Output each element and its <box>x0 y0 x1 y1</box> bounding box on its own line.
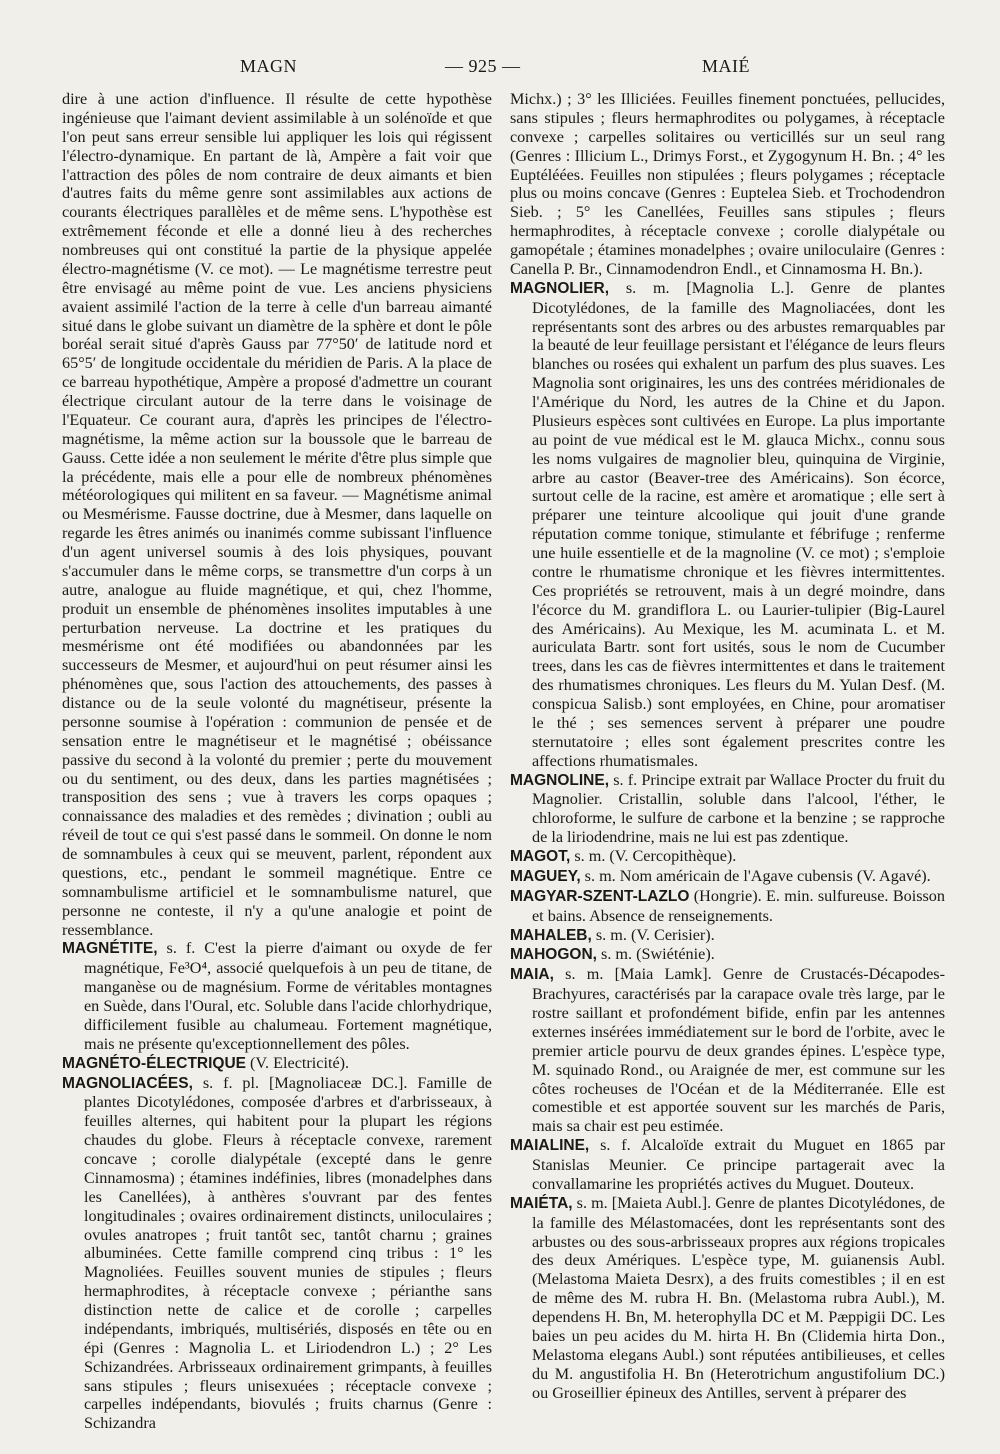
dictionary-entry <box>510 1136 945 1194</box>
header-left-guideword: MAGN <box>240 56 298 76</box>
entry-body: s. f. Principe extrait par Wallace Procter du fruit du Magnolier. Cristallin, soluble dans l'alcool, l'éther, le chloroforme, le sulfure de carbone et la benzine ; se rapproche de la liriodendrine, mais ne lui est pas zdentique. <box>532 770 945 847</box>
entry-headword: MAIALINE, <box>510 1137 590 1155</box>
entry-headword: MAIÉTA, <box>510 1194 573 1212</box>
entry-body: (Hongrie). E. min. sulfureuse. Boisson et bains. Absence de renseignements. <box>532 886 945 925</box>
dictionary-entry <box>62 939 492 1053</box>
continued-paragraph: Michx.) ; 3° les Illiciées. Feuilles finement ponctuées, pellucides, sans stipules ; fleurs hermaphrodites ou polygames, à réceptacle convexe ; carpelles solitaires ou verticillés sur un seul rang (Genres : Illicium L., Drimys Forst., et Zygogynum H. Bn. ; 4° les Euptéléées. Feuilles non stipulées ; fleurs polygames ; réceptacle plus ou moins concave (Genres : Euptelea Sieb. et Trochodendron Sieb. ; 5° les Canellées, Feuilles sans stipules ; fleurs hermaphrodites, à réceptacle convexe ; corolle dialypétale ou gamopétale ; étamines monadelphes ; ovaire uniloculaire (Genres : Canella P. Br., Cinnamodendron Endl., et Cinnamosma H. Bn.). <box>510 90 945 278</box>
entry-headword: MAGOT, <box>510 848 571 865</box>
entry-headword: MAHOGON, <box>510 946 597 964</box>
dictionary-entry <box>510 926 945 946</box>
entry-body: s. m. Nom américain de l'Agave cubensis (V. Agavé). <box>580 866 931 885</box>
entry-headword: MAGUEY, <box>510 867 581 885</box>
dictionary-entry <box>510 867 945 887</box>
left-column <box>62 90 492 1433</box>
dictionary-entry <box>62 1054 492 1074</box>
entry-headword: MAGNÉTITE, <box>62 940 158 958</box>
right-column <box>510 90 945 1402</box>
dictionary-entry <box>510 887 945 926</box>
dictionary-entry <box>62 1074 492 1434</box>
page-number: — 925 — <box>445 56 521 76</box>
entry-body: s. f. pl. [Magnoliaceæ DC.]. Famille de plantes Dicotylédones, composée d'arbres et d'arbrisseaux, à feuilles alternes, qui habitent pour la plupart les régions chaudes du globe. Fleurs à réceptacle convexe, rarement concave ; corolle dialypétale (excepté dans le genre Cinnamosma) ; étamines indéfinies, libres (monadelphes dans les Canellées), à anthères s'ouvrant par des fentes longitudinales ; ovaires ordinairement distincts, uniloculaires ; ovules anatropes ; fruit tantôt sec, tantôt charnu ; graines albuminées. Cette famille comprend cinq tribus : 1° les Magnoliées. Feuilles souvent munies de stipules ; fleurs hermaphrodites, à réceptacle convexe ; périanthe sans distinction nette de calice et de corolle ; carpelles indépendants, imbriqués, multisériés, disposés en tête ou en épi (Genres : Magnolia L. et Liriodendron L.) ; 2° Les Schizandrées. Arbrisseaux ordinairement grimpants, à feuilles sans stipules ; fleurs unisexuées ; réceptacle convexe ; carpelles indépendants, biovulés ; fruits charnus (Genre : Schizandra <box>84 1073 492 1433</box>
entry-body: s. m. [Maia Lamk]. Genre de Crustacés-Décapodes-Brachyures, caractérisés par la carapace ovale très large, par le rostre saillant et profondément bifide, enfin par les antennes externes insérées immédiatement sur le bord de l'orbite, avec le premier article pourvu de deux grandes épines. L'espèce type, M. squinado Rond., ou Araignée de mer, est commune sur les côtes rocheuses de l'Océan et de la Méditerranée. Elle est comestible et est apportée souvent sur les marchés de Paris, mais sa chair est peu estimée. <box>532 965 945 1136</box>
entry-headword: MAGNÉTO-ÉLECTRIQUE <box>62 1054 246 1072</box>
entry-body: s. f. C'est la pierre d'aimant ou oxyde de fer magnétique, Fe³O⁴, associé quelquefois à un peu de titane, de manganèse ou de magnésium. Forme de véritables montagnes en Suède, dans l'Oural, etc. Soluble dans l'acide chlorhydrique, difficilement fusible au chalumeau. Fortement magnétique, mais ne présente qu'exceptionnellement des pôles. <box>84 939 492 1053</box>
entry-body: (V. Electricité). <box>246 1053 350 1072</box>
entry-body: s. m. [Magnolia L.]. Genre de plantes Dicotylédones, de la famille des Magnoliacées, dont les représentants sont des arbres ou des arbustes remarquables par la beauté de leur feuillage persistant et l'élégance de leurs fleurs blanches ou rosées qui exhalent un parfum des plus suaves. Les Magnolia sont originaires, les uns des contrées méridionales de l'Amérique du Nord, les autres de la Chine et du Japon. Plusieurs espèces sont cultivées en Europe. La plus importante au point de vue médical est le M. glauca Michx., connu sous les noms vulgaires de magnolier bleu, quinquina de Virginie, arbre au castor (Beaver-tree des Américains). Son écorce, surtout celle de la racine, est amère et aromatique ; elle sert à préparer une teinture alcoolique qui jouit d'une grande réputation comme tonique, stimulante et fébrifuge ; renferme une huile essentielle et de la magnoline (V. ce mot) ; s'emploie contre le rhumatisme chronique et les fièvres intermittentes. Ces propriétés se retrouvent, mais à un degré moindre, dans l'écorce du M. grandiflora L. ou Laurier-tulipier (Big-Laurel des Américains). Au Mexique, les M. acuminata L. et M. auriculata Bartr. sont fort usités, sous le nom de Cucumber trees, dans les cas de fièvres intermittentes et dans le traitement des rhumatismes chroniques. Les fleurs du M. Yulan Desf. (M. conspicua Salisb.) sont employées, en Chine, pour aromatiser le thé ; ses semences servent à préparer une poudre sternutatoire ; elles sont également prescrites contre les affections rhumatismales. <box>532 278 945 770</box>
entry-headword: MAIA, <box>510 966 554 984</box>
entry-headword: MAHALEB, <box>510 926 592 944</box>
running-header <box>240 56 750 84</box>
entry-headword: MAGNOLINE, <box>510 771 610 789</box>
entry-headword: MAGNOLIER, <box>510 279 610 297</box>
entry-body: s. m. (V. Cerisier). <box>591 925 715 944</box>
dictionary-entry <box>510 847 945 867</box>
entry-body: s. m. [Maieta Aubl.]. Genre de plantes Dicotylédones, de la famille des Mélastomacées, dont les représentants sont des arbustes ou des sous-arbrisseaux propres aux régions tropicales des deux Amériques. L'espèce type, M. guianensis Aubl. (Melastoma Maieta Desrx), a des fruits comestibles ; il en est de même des M. rubra H. Bn. (Melastoma rubra Aubl.), M. dependens H. Bn, M. heterophylla DC et M. Pæppigii DC. Les baies un peu acides du M. hirta H. Bn (Clidemia hirta Don., Melastoma elegans Aubl.) sont réputées antibilieuses, et celles du M. angustifolia H. Bn (Heterotrichum angustifolium DC.) ou Groseillier épineux des Antilles, servent à préparer des <box>532 1193 945 1402</box>
header-right-guideword: MAIÉ <box>702 56 750 76</box>
dictionary-entry <box>510 1194 945 1403</box>
entry-headword: MAGNOLIACÉES, <box>62 1074 193 1092</box>
entry-headword: MAGYAR-SZENT-LAZLO <box>510 887 690 905</box>
continued-paragraph: dire à une action d'influence. Il résulte de cette hypothèse ingénieuse que l'aimant devient assimilable à un solénoïde et que l'on peut sans erreur sensible lui appliquer les lois qui régissent l'électro-dynamique. En partant de là, Ampère a fait voir que l'attraction des pôles de nom contraire de deux aimants et bien d'autres faits du même genre sont assimilables aux actions de courants électriques parallèles et de même sens. L'hypothèse est extrêmement féconde et elle a donné lieu à des recherches nombreuses qui ont constitué la partie de la physique appelée électro-magnétisme (V. ce mot). — Le magnétisme terrestre peut être envisagé au même point de vue. Les anciens physiciens avaient assimilé l'action de la terre à celle d'un barreau aimanté situé dans le globe suivant un diamètre de la sphère et dont le pôle boréal serait situé d'après Gauss par 77°50′ de latitude nord et 65°5′ de longitude occidentale du méridien de Paris. A la place de ce barreau hypothétique, Ampère a proposé d'admettre un courant électrique circulant autour de la terre dans le voisinage de l'Equateur. Ce courant aura, d'après les principes de l'électro-magnétisme, la même action sur la boussole que le barreau de Gauss. Cette idée a non seulement le mérite d'être plus simple que la précédente, mais elle a pour elle de nombreux phénomènes météorologiques qui militent en sa faveur. — Magnétisme animal ou Mesmérisme. Fausse doctrine, due à Mesmer, dans laquelle on regarde les êtres animés ou inanimés comme subissant l'influence d'un agent universel soumis à des lois physiques, pouvant s'accumuler dans le même corps, se transmettre d'un corps à un autre, analogue au fluide magnétique, et qui, chez l'homme, produit un ensemble de phénomènes insolites imputables à une perturbation nerveuse. La doctrine et les pratiques du mesmérisme ont été modifiées ou abandonnées par les successeurs de Mesmer, et aujourd'hui on peut résumer ainsi les phénomènes que, sous l'action des attouchements, des passes à distance ou de la seule volonté du magnétiseur, présente la personne soumise à l'opération : communion de pensée et de sensation entre le magnétiseur et le magnétisé ; obéissance passive du second à la volonté du premier ; perte du mouvement ou du sentiment, ou des deux, dans les parties magnétisées ; transposition des sens ; vue à travers les corps opaques ; connaissance des maladies et des remèdes ; divination ; oubli au réveil de tout ce qui s'est passé dans le sommeil. On donne le nom de somnambules à ceux qui se meuvent, parlent, répondent aux questions, etc., pendant le sommeil magnétique. Entre ce somnambulisme artificiel et le somnambulisme naturel, que personne ne conteste, il n'y a qu'une analogie et point de ressemblance. <box>62 90 492 939</box>
dictionary-entry <box>510 965 945 1136</box>
entry-body: s. m. (Swiéténie). <box>596 945 715 964</box>
entry-body: s. m. (V. Cercopithèque). <box>570 847 737 865</box>
dictionary-entry <box>510 945 945 965</box>
entry-body: s. f. Alcaloïde extrait du Muguet en 1865 par Stanislas Meunier. Ce principe partagerait avec la convallamarine les propriétés actives du Muguet. Douteux. <box>532 1136 945 1193</box>
dictionary-entry <box>510 771 945 848</box>
dictionary-entry <box>510 279 945 771</box>
